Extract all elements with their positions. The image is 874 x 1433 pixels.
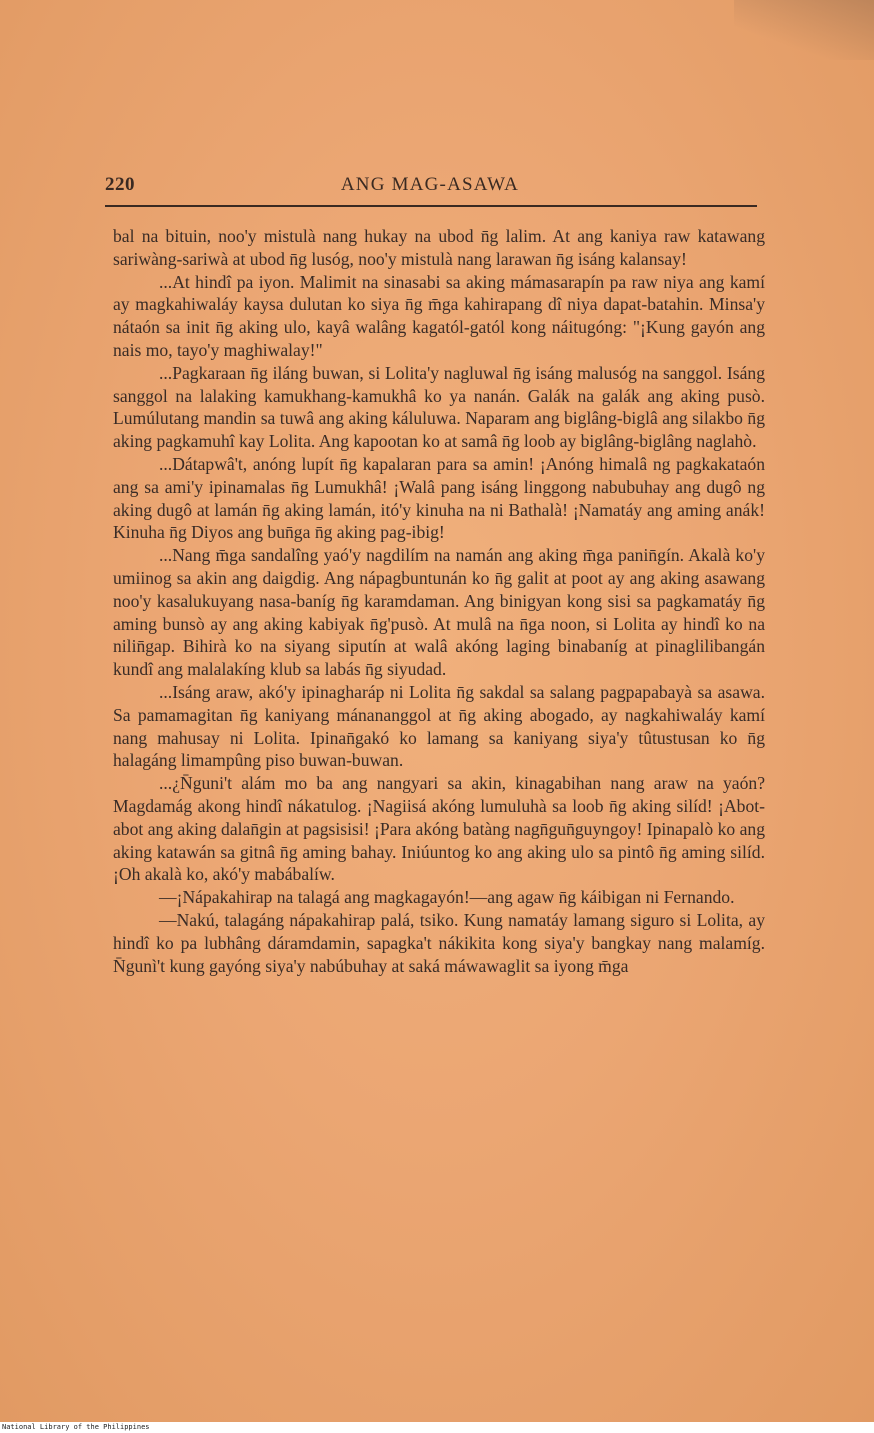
paragraph: ...¿N̄guni't alám mo ba ang nangyari sa akin, kinagabihan nang araw na yaón? Magdamág akong hindî nákatulog. ¡Nagiisá akóng lumuluhà sa loob n̄g aking silíd! ¡Abot-abot ang aking dalan̄gin at pagsisisi! ¡Para akóng batàng nagn̄gun̄guyngoy! Ipinapalò ko ang aking katawán sa gitnâ n̄g aming bahay. Iniúuntog ko ang aking ulo sa pintô n̄g aming silíd. ¡Oh akalà ko, akó'y mabábalíw. bbox=[113, 773, 765, 885]
running-title: ANG MAG-ASAWA bbox=[340, 174, 520, 195]
paragraph: ...Nang m̄ga sandalîng yaó'y nagdilím na namán ang aking m̄ga panin̄gín. Akalà ko'y umiinog sa akin ang daigdig. Ang nápagbuntunán ko n̄g galit at poot ay ang aking asawang noo'y kasalukuyang nasa-baníg n̄g karamdaman. Ang binigyan kong sisi sa pagkamatáy n̄g aming bunsò ay ang aking kabiyak n̄g'pusò. At mulâ na n̄ga noon, si Lolita ay hindî ko na nilin̄gap. Bihirà ko na siyang siputín at walâ akóng laging binabaníg at pinaglilibangán kundî ang malalakíng klub sa labás n̄g siyudad. bbox=[113, 545, 765, 680]
paragraph: bal na bituin, noo'y mistulà nang hukay na ubod n̄g lalim. At ang kaniya raw katawang sariwàng-sariwà at ubod n̄g lusóg, noo'y mistulà nang larawan n̄g isáng kalansay! bbox=[113, 226, 765, 269]
page-header bbox=[105, 174, 755, 200]
scan-credit: National Library of the Philippines bbox=[0, 1422, 874, 1433]
page-number: 220 bbox=[105, 174, 135, 195]
paragraph: ...Isáng araw, akó'y ipinagharáp ni Lolita n̄g sakdal sa salang pagpapabayà sa asawa. Sa pamamagitan n̄g kaniyang mánananggol at n̄g aking abogado, ay nagkahiwaláy kamí nang mahusay ni Lolita. Ipinan̄gakó ko lamang sa kaniyang siya'y tûtustusan ko n̄g halagáng limampûng piso buwan-buwan. bbox=[113, 681, 765, 771]
paragraph: —Nakú, talagáng nápakahirap palá, tsiko. Kung namatáy lamang siguro si Lolita, ay hindî ko pa lubhâng dáramdamin, sapagka't nákikita kong siya'y bangkay nang malamíg. N̄gunì't kung gayóng siya'y nabúbuhay at saká máwawaglit sa iyong m̄ga bbox=[113, 909, 765, 976]
page-stain bbox=[734, 0, 874, 60]
paragraph: ...Dátapwâ't, anóng lupít n̄g kapalaran para sa amin! ¡Anóng himalâ ng pagkakataón ang sa ami'y ipinamalas n̄g Lumukhâ! ¡Walâ pang isáng linggong nabubuhay ang dugô ng aking dugô at lamán n̄g aking lamán, itó'y kinuha na ni Bathalà! ¡Namatáy ang aming anák! Kinuha n̄g Diyos ang bun̄ga n̄g aking pag-ibig! bbox=[113, 453, 765, 543]
paragraph: ...Pagkaraan n̄g iláng buwan, si Lolita'y nagluwal n̄g isáng malusóg na sanggol. Isáng sanggol na lalaking kamukhang-kamukhâ ko ya nanán. Galák na galák ang aking pusò. Lumúlutang mandin sa tuwâ ang aking káluluwa. Naparam ang biglâng-biglâ ang silakbo n̄g aking pagkamuhî kay Lolita. Ang kapootan ko at samâ n̄g loob ay biglâng-biglâng naglahò. bbox=[113, 362, 765, 452]
paragraph: —¡Nápakahirap na talagá ang magkagayón!—ang agaw n̄g káibigan ni Fernando. bbox=[159, 887, 735, 908]
paragraph: ...At hindî pa iyon. Malimit na sinasabi sa aking mámasarapín pa raw niya ang kamí ay magkahiwaláy kaysa dulutan ko siya n̄g m̄ga kahirapang dî niya dapat-batahin. Minsa'y nátaón sa init n̄g aking ulo, kayâ walâng kagatól-gatól kong náitugóng: "¡Kung gayón ang nais mo, tayo'y maghiwalay!" bbox=[113, 271, 765, 360]
body-text bbox=[113, 225, 765, 977]
header-rule bbox=[105, 205, 757, 207]
